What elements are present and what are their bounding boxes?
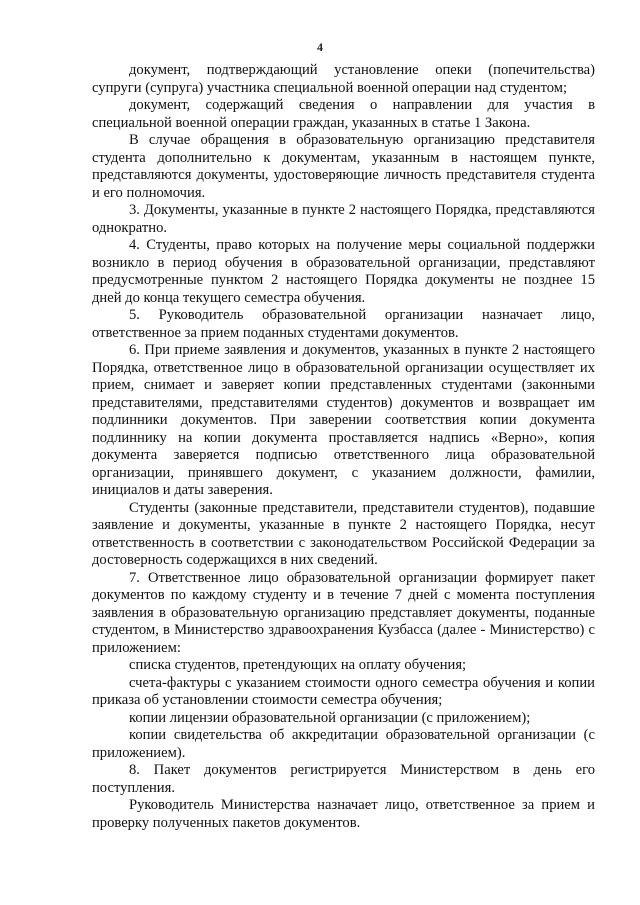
paragraph-clause-8: 8. Пакет документов регистрируется Министерством в день его поступления. [92, 762, 595, 796]
paragraph-clause-7: 7. Ответственное лицо образовательной организации формирует пакет документов по каждому студенту и в течение 7 дней с момента поступления заявления в образовательную организацию представляет документы, поданные студентом, в Министерство здравоохранения Кузбасса (далее - Министерство) с приложением: [92, 569, 595, 656]
list-item-license-copy: копии лицензии образовательной организации (с приложением); [129, 709, 531, 726]
paragraph-clause-6: 6. При приеме заявления и документов, указанных в пункте 2 настоящего Порядка, ответственное лицо в образовательной организации осуществляет их прием, снимает и заверяет копии представленных студентами (законными представителями, представителями студентов) документов и возвращает им подлинники документов. При заверении соответствия копии документа подлиннику на копии документа проставляется надпись «Верно», копия документа заверяется подписью ответственного лица образовательной организации, принявшего документ, с указанием должности, фамилии, инициалов и даты заверения. [92, 342, 595, 498]
paragraph-guardianship-document: документ, подтверждающий установление опеки (попечительства) супруги (супруга) участника специальной военной операции над студентом; [92, 62, 595, 96]
page-number: 4 [317, 40, 323, 54]
list-item-accreditation-copy: копии свидетельства об аккредитации образовательной организации (с приложением). [92, 727, 595, 761]
paragraph-clause-5: 5. Руководитель образовательной организации назначает лицо, ответственное за прием поданных студентами документов. [92, 307, 595, 341]
list-item-students-list: списка студентов, претендующих на оплату обучения; [129, 657, 467, 673]
list-item-invoice: счета-фактуры с указанием стоимости одного семестра обучения и копии приказа об установлении стоимости семестра обучения; [92, 674, 595, 708]
document-body [92, 62, 595, 832]
paragraph-clause-3: 3. Документы, указанные в пункте 2 настоящего Порядка, представляются однократно. [92, 202, 595, 236]
paragraph-clause-4: 4. Студенты, право которых на получение меры социальной поддержки возникло в период обучения в образовательной организации, представляют предусмотренные пунктом 2 настоящего Порядка документы не позднее 15 дней до конца текущего семестра обучения. [92, 237, 595, 306]
paragraph-representative-documents: В случае обращения в образовательную организацию представителя студента дополнительно к документам, указанным в настоящем пункте, представляются документы, удостоверяющие личность представителя студента и его полномочия. [92, 132, 595, 201]
paragraph-student-responsibility: Студенты (законные представители, представители студентов), подавшие заявление и документы, указанные в пункте 2 настоящего Порядка, несут ответственность в соответствии с законодательством Российской Федерации за достоверность содержащихся в них сведений. [92, 499, 595, 568]
paragraph-svo-direction-document: документ, содержащий сведения о направлении для участия в специальной военной операции граждан, указанных в статье 1 Закона. [92, 97, 595, 131]
paragraph-ministry-head: Руководитель Министерства назначает лицо, ответственное за прием и проверку полученных пакетов документов. [92, 797, 595, 831]
